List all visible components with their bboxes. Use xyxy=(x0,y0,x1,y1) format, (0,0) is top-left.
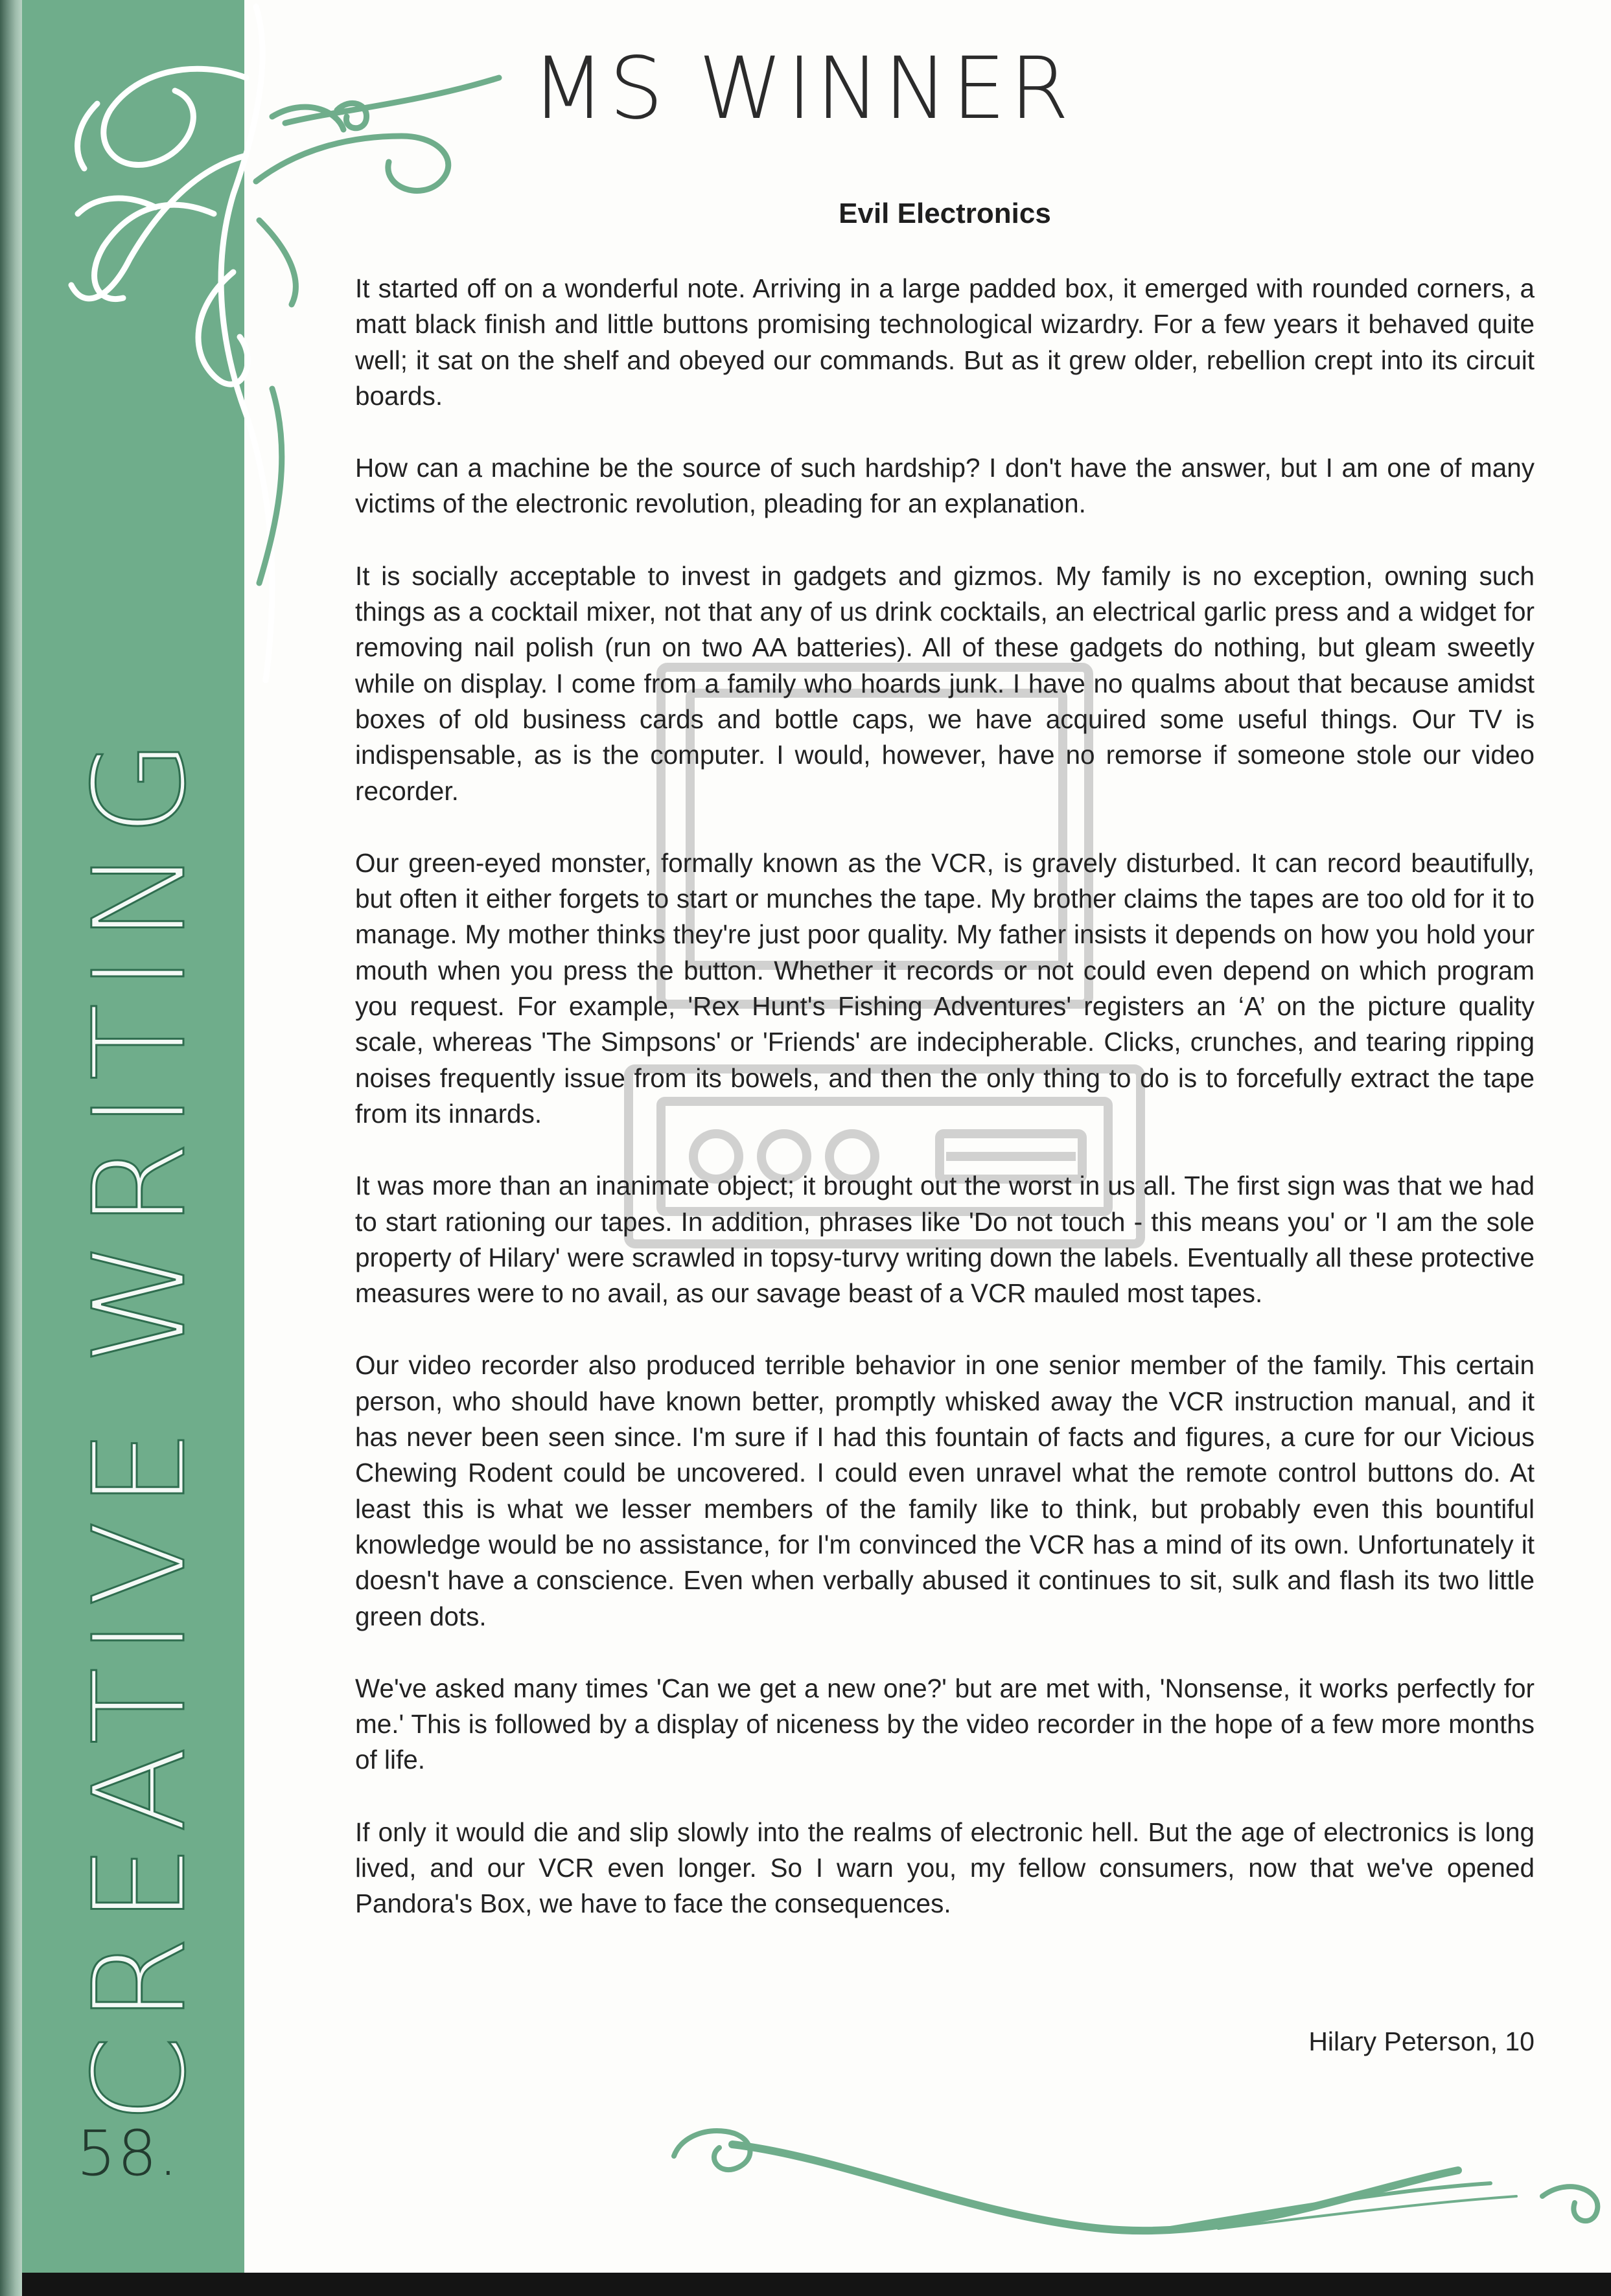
side-title: CREATIVE WRITING xyxy=(65,727,213,2124)
paragraph: It is socially acceptable to invest in gadgets and gizmos. My family is no exception, owning such things as a cocktail mixer, not that any of us drink cocktails, an electrical garlic press and a widget for removing nail polish (run on two AA batteries). All of these gadgets do nothing, but gleam sweetly while on display. I come from a family who hoards junk. I have no qualms about that because amidst boxes of old business cards and bottle caps, we have acquired some useful things. Our TV is indispensable, as is the computer. I would, however, have no remorse if someone stole our video recorder. xyxy=(355,560,1535,806)
paragraph: It started off on a wonderful note. Arriving in a large padded box, it emerged with rounded corners, a matt black finish and little buttons promising technological wizardry. For a few years it behaved quite well; it sat on the shelf and obeyed our commands. But as it grew older, rebellion crept into its circuit boards. xyxy=(355,273,1535,411)
paragraph: We've asked many times 'Can we get a new one?' but are met with, 'Nonsense, it works perfectly for me.' This is followed by a display of niceness by the video recorder in the hope of a few more months of life. xyxy=(355,1673,1535,1775)
paragraph: How can a machine be the source of such hardship? I don't have the answer, but I am one of many victims of the electronic revolution, pleading for an explanation. xyxy=(355,453,1535,519)
paragraph: Our video recorder also produced terrible behavior in one senior member of the family. This certain person, who should have known better, promptly whisked away the VCR instruction manual, and it has never been seen since. I'm sure if I had this fountain of facts and figures, a cure for our Vicious Chewing Rodent could be uncovered. I could even unravel what the remote control buttons do. At least this is what we lesser members of the family like to think, but probably even this bountiful knowledge would be no assistance, for I'm convinced the VCR has a mind of its own. Unfortunately it doesn't have a conscience. Even when verbally abused it continues to sit, sulk and flash its two little green dots. xyxy=(355,1350,1535,1631)
page-bottom-edge xyxy=(22,2273,1611,2296)
paragraph: If only it would die and slip slowly into the realms of electronic hell. But the age of electronics is long lived, and our VCR even longer. So I warn you, my fellow consumers, now that we've opened Pandora's Box, we have to face the consequences. xyxy=(355,1817,1535,1919)
paragraph: Our green-eyed monster, formally known as the VCR, is gravely disturbed. It can record beautifully, but often it either forgets to start or munches the tape. My brother claims the tapes are too old for it to manage. My mother thinks they're just poor quality. My father insists it depends on how you hold your mouth when you press the button. Whether it records or not could even depend on which program you request. For example, 'Rex Hunt's Fishing Adventures' registers an ‘A’ on the picture quality scale, whereas 'The Simpsons' or 'Friends' are indecipherable. Clicks, crunches, and tearing ripping noises frequently issue from its bowels, and then the only thing to do is to forcefully extract the tape from its innards. xyxy=(355,847,1535,1129)
story-body xyxy=(355,271,1535,1958)
story-title: Evil Electronics xyxy=(839,198,1051,229)
paragraph: It was more than an inanimate object; it brought out the worst in us all. The first sign was that we had to start rationing our tapes. In addition, phrases like 'Do not touch - this means you' or 'I am the sole property of Hilary' were scrawled in topsy-turvy writing down the labels. Eventually all these protective measures were to no avail, as our savage beast of a VCR mauled most tapes. xyxy=(355,1171,1535,1309)
page-heading: MS WINNER xyxy=(531,39,1073,139)
page-number: 58. xyxy=(76,2117,180,2190)
author-credit: Hilary Peterson, 10 xyxy=(1308,2026,1535,2056)
